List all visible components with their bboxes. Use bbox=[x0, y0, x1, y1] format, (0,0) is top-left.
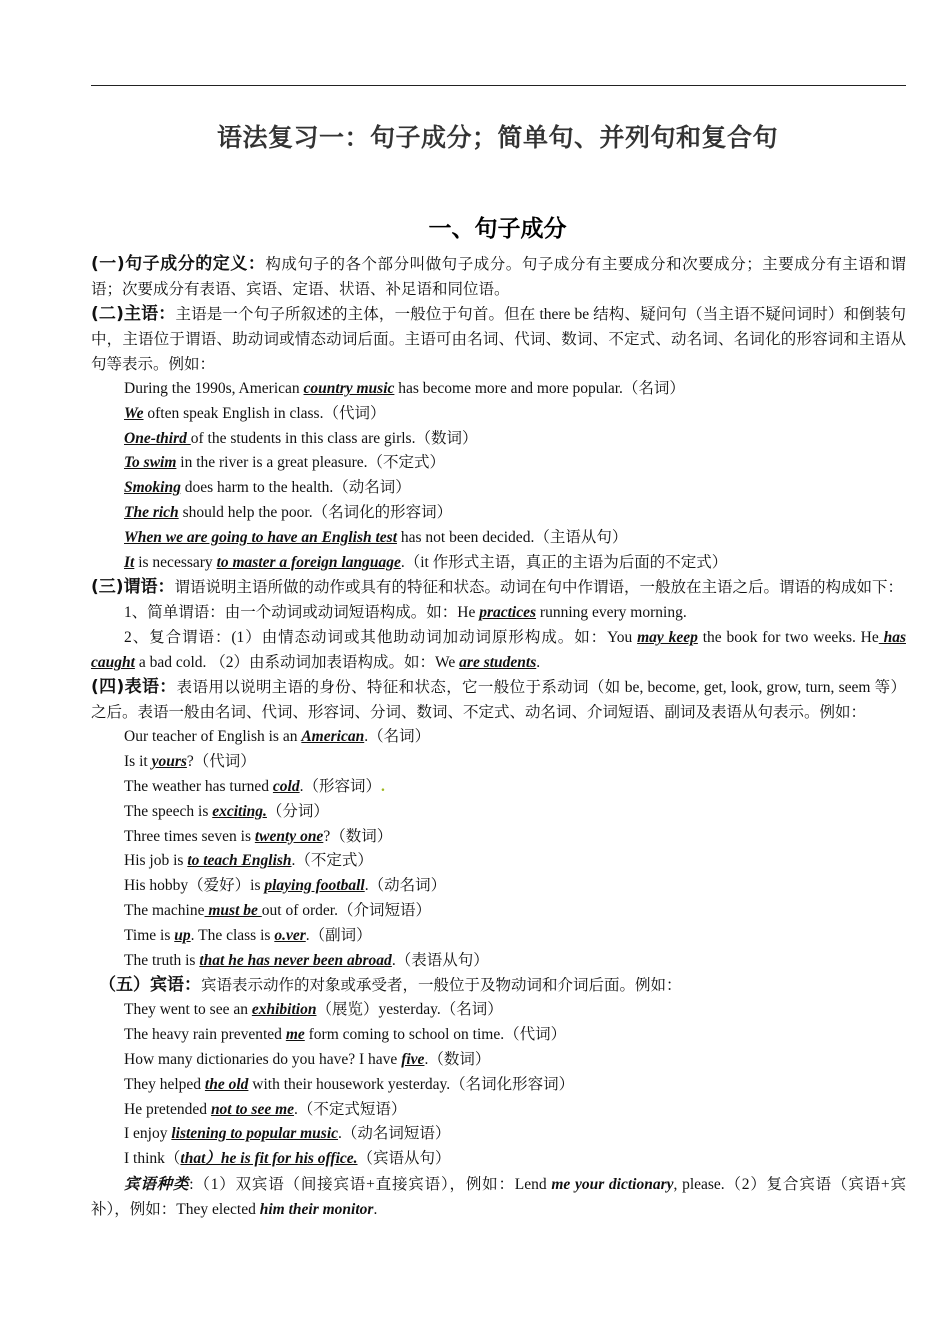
document-title: 语法复习一：句子成分；简单句、并列句和复合句 bbox=[216, 123, 778, 152]
highlight: may keep bbox=[637, 629, 698, 647]
section-heading: 一、句子成分 bbox=[428, 216, 567, 242]
subject-example: During the 1990s, American country music has become more and more popular.（名词） bbox=[124, 380, 685, 397]
highlight: to teach English bbox=[187, 852, 292, 870]
highlight: five bbox=[401, 1050, 425, 1068]
highlight: me bbox=[285, 1026, 305, 1044]
highlight: the old bbox=[204, 1075, 249, 1093]
highlight: When we are going to have an English test bbox=[124, 528, 398, 546]
highlight: up bbox=[174, 926, 191, 944]
predicative-example: The weather has turned cold.（形容词）. bbox=[124, 777, 385, 795]
document-body bbox=[91, 252, 906, 1222]
example-phrase: me your dictionary bbox=[551, 1175, 674, 1193]
predicate-item: 2、复合谓语：(1）由情态动词或其他助动词加动词原形构成。如：You may keep the book for two weeks. He has caught a bad cold. （2）由系动词加表语构成。如：We are students. bbox=[91, 629, 906, 672]
object-example: I think（that）he is fit for his office.（宾语从句） bbox=[124, 1150, 451, 1168]
subject-example: The rich should help the poor.（名词化的形容词） bbox=[124, 503, 453, 521]
highlight: One-third bbox=[124, 429, 191, 447]
object-example: How many dictionaries do you have? I have five.（数词） bbox=[124, 1050, 491, 1068]
highlight: twenty one bbox=[254, 827, 324, 845]
highlight: cold bbox=[272, 777, 300, 795]
object-example: They went to see an exhibition（展览）yesterday.（名词） bbox=[124, 1001, 503, 1019]
predicative-example: Three times seven is twenty one?（数词） bbox=[124, 827, 393, 845]
subject-text: 主语是一个句子所叙述的主体，一般位于句首。但在 there be 结构、疑问句（当主语不疑问词时）和倒装句中，主语位于谓语、助动词或情态动词后面。主语可由名词、代词、数词、不定式、动名词、名词化的形容词和主语从句等表示。例如： bbox=[91, 306, 906, 373]
highlight: American bbox=[301, 728, 365, 746]
predicative-example: Our teacher of English is an American.（名词） bbox=[124, 728, 431, 746]
subject-example: When we are going to have an English test has not been decided.（主语从句） bbox=[124, 528, 628, 546]
highlight: must be bbox=[204, 901, 262, 919]
predicative-example: The truth is that he has never been abroad.（表语从句） bbox=[124, 951, 489, 969]
example-phrase: him their monitor bbox=[259, 1200, 374, 1218]
highlight: The rich bbox=[124, 503, 179, 521]
highlight: country music bbox=[303, 380, 395, 397]
predicate-text: 谓语说明主语所做的动作或具有的特征和状态。动词在句中作谓语，一般放在主语之后。谓语的构成如下： bbox=[174, 579, 904, 597]
predicative-text: 表语用以说明主语的身份、特征和状态，它一般位于系动词（如 be, become, get, look, grow, turn, seem 等）之后。表语一般由名词、代词、形容词、分词、数词、不定式、动名词、介词短语、副词及表语从句表示。例如： bbox=[91, 679, 907, 722]
subject-heading: (二)主语： bbox=[91, 304, 176, 324]
predicate-paragraph bbox=[91, 575, 906, 600]
highlight: It bbox=[124, 553, 135, 571]
highlight: to master a foreign language bbox=[216, 553, 401, 571]
highlight: practices bbox=[479, 604, 537, 622]
predicative-example: Time is up. The class is o.ver.（副词） bbox=[124, 926, 372, 944]
highlight: listening to popular music bbox=[171, 1125, 339, 1143]
predicative-example: His job is to teach English.（不定式） bbox=[124, 852, 373, 870]
subject-example: Smoking does harm to the health.（动名词） bbox=[124, 479, 411, 497]
predicative-example: The speech is exciting.（分词） bbox=[124, 802, 329, 820]
predicative-heading: (四)表语： bbox=[91, 677, 177, 698]
definition-text: 构成句子的各个部分叫做句子成分。句子成分有主要成分和次要成分；主要成分有主语和谓语；次要成分有表语、宾语、定语、状语、补足语和同位语。 bbox=[91, 256, 906, 298]
subject-example: One-third of the students in this class are girls.（数词） bbox=[124, 429, 478, 447]
highlight: are students bbox=[459, 654, 537, 672]
object-example: They helped the old with their housework yesterday.（名词化形容词） bbox=[124, 1075, 575, 1093]
predicate-heading: (三)谓语： bbox=[91, 577, 175, 598]
object-types-paragraph: 宾语种类:（1）双宾语（间接宾语+直接宾语），例如：Lend me your dictionary, please.（2）复合宾语（宾语+宾补），例如：They elected him their monitor. bbox=[91, 1175, 906, 1218]
object-paragraph bbox=[91, 973, 906, 998]
predicative-paragraph bbox=[91, 675, 906, 725]
subject-example: To swim in the river is a great pleasure.（不定式） bbox=[124, 454, 445, 472]
highlight: has caught bbox=[91, 629, 906, 672]
highlight: not to see me bbox=[210, 1100, 295, 1118]
highlight: o.ver bbox=[274, 926, 306, 944]
subject-example: We often speak English in class.（代词） bbox=[124, 404, 386, 422]
header-rule bbox=[91, 85, 906, 86]
highlight: that）he is fit for his office. bbox=[180, 1150, 358, 1168]
definition-heading: (一)句子成分的定义： bbox=[91, 254, 266, 274]
highlight: To swim bbox=[124, 454, 177, 472]
highlight: playing football bbox=[264, 877, 365, 895]
highlight: exhibition bbox=[251, 1001, 317, 1019]
definition-paragraph bbox=[91, 252, 906, 302]
highlight: We bbox=[124, 404, 144, 422]
predicative-example: The machine must be out of order.（介词短语） bbox=[124, 901, 431, 919]
highlight: Smoking bbox=[124, 479, 181, 497]
highlight: yours bbox=[151, 753, 187, 771]
stray-mark: . bbox=[381, 777, 385, 795]
highlight: that he has never been abroad bbox=[199, 951, 392, 969]
object-types-label: 宾语种类 bbox=[124, 1175, 190, 1193]
predicative-example: His hobby（爱好）is playing football.（动名词） bbox=[124, 877, 447, 895]
object-text: 宾语表示动作的对象或承受者，一般位于及物动词和介词后面。例如： bbox=[201, 977, 682, 995]
predicative-example: Is it yours?（代词） bbox=[124, 753, 256, 771]
subject-example: It is necessary to master a foreign language.（it 作形式主语，真正的主语为后面的不定式） bbox=[124, 553, 728, 571]
object-example: I enjoy listening to popular music.（动名词短语） bbox=[124, 1125, 451, 1143]
subject-paragraph bbox=[91, 302, 906, 377]
object-example: The heavy rain prevented me form coming to school on time.（代词） bbox=[124, 1026, 567, 1044]
object-heading: （五）宾语： bbox=[99, 975, 201, 996]
predicate-item: 1、简单谓语：由一个动词或动词短语构成。如：He practices running every morning. bbox=[124, 604, 687, 622]
highlight: exciting. bbox=[212, 802, 267, 820]
object-example: He pretended not to see me.（不定式短语） bbox=[124, 1100, 407, 1118]
